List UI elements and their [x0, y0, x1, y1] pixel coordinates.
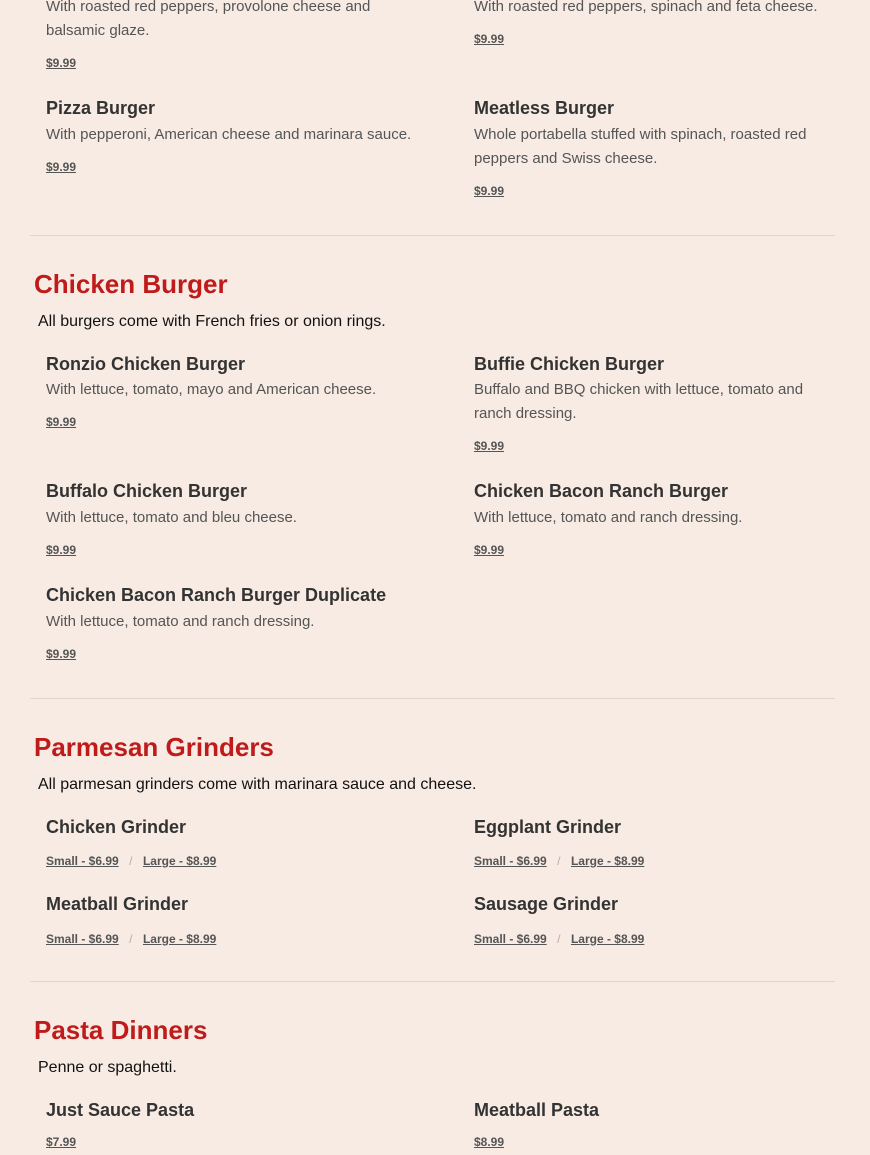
item-description: With roasted red peppers, spinach and feta cheese. [474, 0, 818, 15]
item-name: Chicken Grinder [46, 817, 187, 837]
price-options [46, 852, 216, 870]
price-separator: / [129, 932, 133, 946]
large-price-link[interactable]: Large - $8.99 [570, 854, 645, 868]
section-divider [30, 698, 835, 699]
price-separator: / [557, 854, 561, 868]
section-title: Chicken Burger [34, 269, 228, 299]
price-link[interactable]: $9.99 [46, 647, 77, 661]
large-price-link[interactable]: Large - $8.99 [142, 932, 217, 946]
section-divider [30, 235, 835, 236]
price-link[interactable]: $9.99 [474, 184, 505, 198]
item-name: Chicken Bacon Ranch Burger [474, 481, 729, 501]
item-name: Just Sauce Pasta [46, 1100, 195, 1120]
small-price-link[interactable]: Small - $6.99 [46, 932, 119, 946]
item-description: With lettuce, tomato, mayo and American cheese. [46, 381, 377, 398]
item-name: Meatless Burger [474, 98, 615, 118]
section-note: All burgers come with French fries or onion rings. [38, 313, 386, 330]
item-description: With pepperoni, American cheese and marinara sauce. [46, 126, 412, 143]
price-link[interactable]: $9.99 [474, 543, 505, 557]
item-description: With lettuce, tomato and ranch dressing. [474, 509, 743, 526]
item-name: Meatball Grinder [46, 894, 189, 914]
item-name: Chicken Bacon Ranch Burger Duplicate [46, 585, 387, 605]
price-link[interactable]: $9.99 [46, 56, 77, 70]
price-link[interactable]: $9.99 [46, 543, 77, 557]
item-description: Buffalo and BBQ chicken with lettuce, tomato and ranch dressing. [474, 381, 804, 422]
item-name: Ronzio Chicken Burger [46, 354, 246, 374]
price-link[interactable]: $9.99 [46, 415, 77, 429]
large-price-link[interactable]: Large - $8.99 [142, 854, 217, 868]
price-link[interactable]: $9.99 [46, 160, 77, 174]
large-price-link[interactable]: Large - $8.99 [570, 932, 645, 946]
price-options [46, 930, 216, 948]
item-name: Buffalo Chicken Burger [46, 481, 248, 501]
price-link[interactable]: $8.99 [474, 1135, 505, 1149]
price-link[interactable]: $9.99 [474, 32, 505, 46]
price-separator: / [557, 932, 561, 946]
price-link[interactable]: $9.99 [474, 439, 505, 453]
section-title: Pasta Dinners [34, 1015, 208, 1045]
item-name: Sausage Grinder [474, 894, 619, 914]
item-name: Pizza Burger [46, 98, 156, 118]
price-link[interactable]: $7.99 [46, 1135, 77, 1149]
small-price-link[interactable]: Small - $6.99 [474, 932, 547, 946]
item-name: Eggplant Grinder [474, 817, 622, 837]
section-note: All parmesan grinders come with marinara sauce and cheese. [38, 776, 477, 793]
small-price-link[interactable]: Small - $6.99 [474, 854, 547, 868]
item-description: Whole portabella stuffed with spinach, roasted red peppers and Swiss cheese. [474, 126, 807, 167]
section-divider [30, 981, 835, 982]
price-options [474, 852, 644, 870]
item-name: Buffie Chicken Burger [474, 354, 665, 374]
item-description: With roasted red peppers, provolone cheese and balsamic glaze. [46, 0, 371, 39]
price-options [474, 930, 644, 948]
item-name: Meatball Pasta [474, 1100, 600, 1120]
section-note: Penne or spaghetti. [38, 1059, 177, 1076]
item-description: With lettuce, tomato and bleu cheese. [46, 509, 297, 526]
section-title: Parmesan Grinders [34, 732, 274, 762]
small-price-link[interactable]: Small - $6.99 [46, 854, 119, 868]
item-description: With lettuce, tomato and ranch dressing. [46, 613, 315, 630]
price-separator: / [129, 854, 133, 868]
